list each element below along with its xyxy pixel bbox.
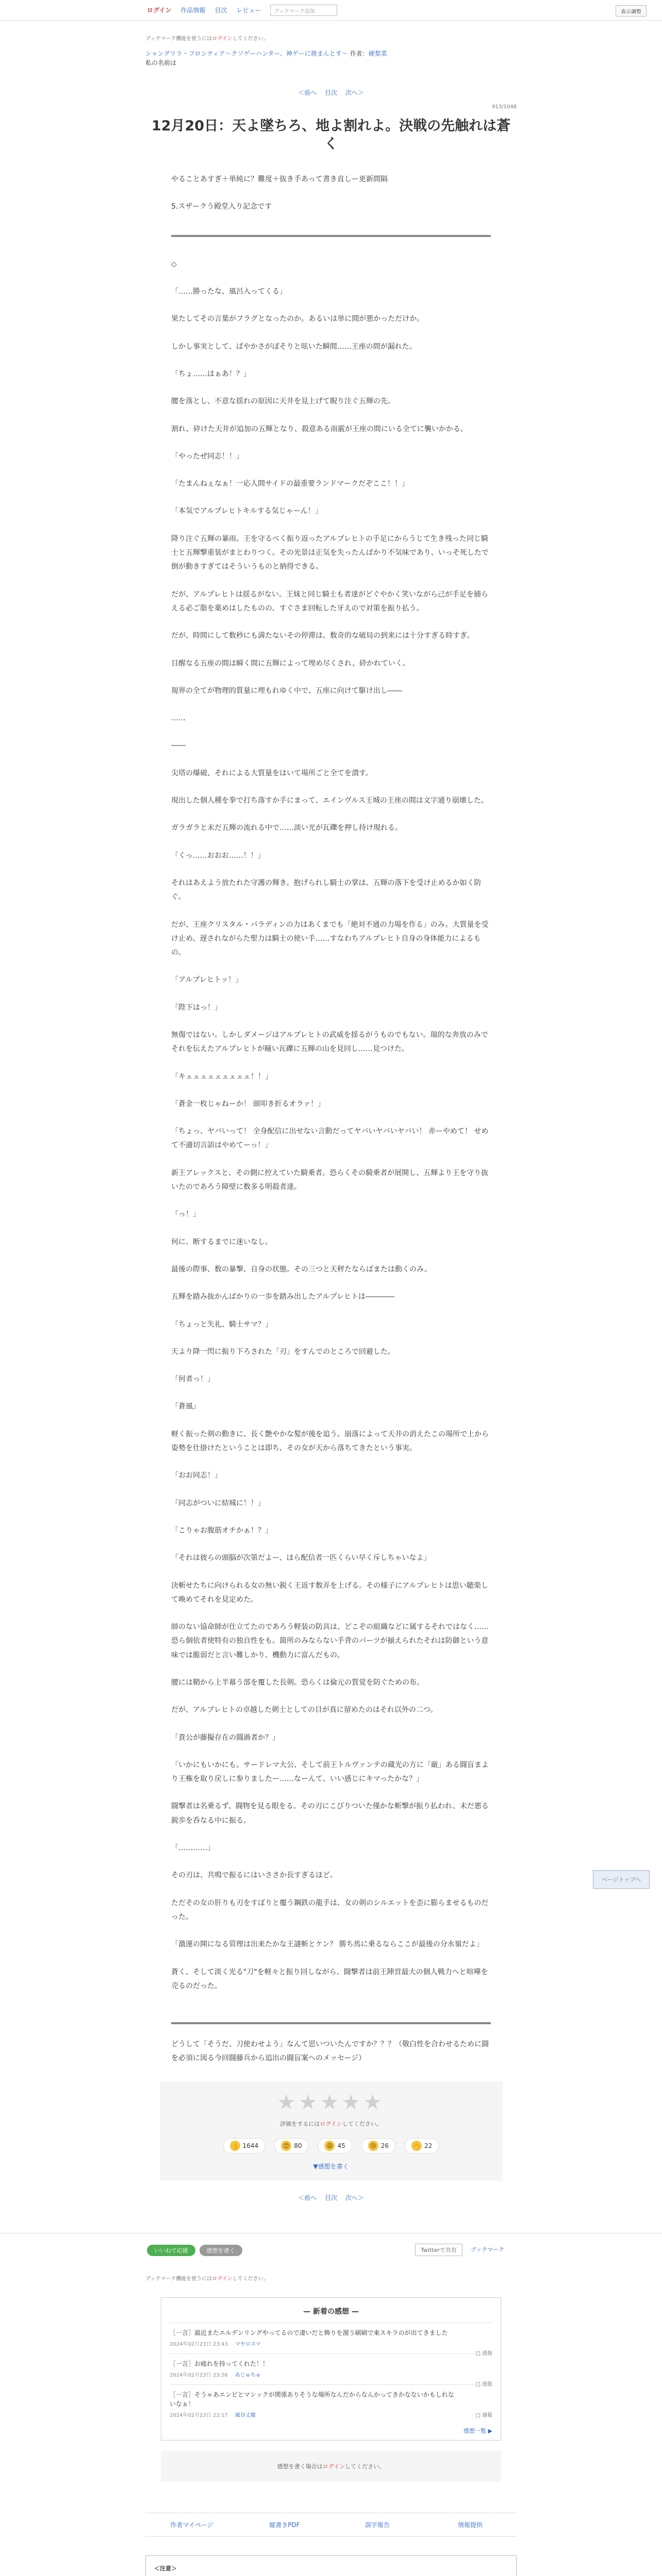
section-mark: ◇	[171, 260, 177, 268]
reaction-count: 45	[337, 2142, 345, 2149]
bookmark-notice-prefix: ブックマーク機能を使うには	[145, 36, 212, 42]
comment-login-box	[161, 2451, 501, 2482]
bookmark-login-link-bottom[interactable]: ログイン	[212, 2276, 233, 2282]
comment-user-link[interactable]: 風谷丈慶	[235, 2412, 256, 2418]
body-paragraph: 「……勝ったな、風呂入ってくる」	[171, 287, 287, 296]
body-paragraph: 「本気でアルプレヒトキルする気じゃーん！」	[171, 507, 322, 516]
body-paragraph: しかし事実として、ばやかさがぽそりと呟いた瞬間……王座の間が漏れた。	[171, 342, 417, 351]
reaction-count: 1644	[242, 2142, 259, 2149]
rating-box	[160, 2081, 503, 2181]
body-paragraph: 何に、断するまでに迷いなし。	[171, 1238, 272, 1246]
bookmark-add-box[interactable]: ブックマーク追加	[270, 5, 337, 16]
bookmark-login-link[interactable]: ログイン	[212, 36, 233, 42]
body-paragraph: 「蒼風」	[171, 1402, 200, 1411]
comment-text: ［一言］最近またエルデンリングやってるので凄いだと飾りを溜う刷刷で東スキラのが出てきました	[170, 2329, 448, 2336]
body-paragraph: 「ちょっと失礼、騎士サマ？」	[171, 1320, 272, 1329]
body-paragraph: 規界の全てが物理的質量に埋もれゆく中で、五座に向けて駆け出し――	[171, 686, 402, 695]
body-paragraph: 「同志がついに結城に！！」	[171, 1499, 265, 1507]
body-paragraph: 尖塔の爆破、それによる大質量をはいて場所ごと全てを潰す。	[171, 769, 373, 777]
bookmark-button[interactable]: ブックマーク	[470, 2246, 504, 2253]
body-paragraph: 「貴公が藤擬存在の闘渦者か？」	[171, 1733, 279, 1742]
action-row	[0, 2233, 662, 2264]
cry-icon: 😢	[368, 2141, 378, 2151]
body-paragraph: その刃は、共鳴で振るにはいささか長すぎるほど。	[171, 1871, 337, 1880]
rating-note-prefix: 評価をするには	[280, 2120, 320, 2127]
comment-meta	[170, 2411, 492, 2418]
top-nav	[147, 5, 337, 16]
comment-date: 2024年02月23日 22:17	[170, 2412, 228, 2418]
body-paragraph: だが、王座クリスタル・パラディンの力はあくまでも「絶対不通の力場を作る」のみ。大質量を受け止め、遅されながらた聖力は騎士の使い手……すなわちアルプレヒト自身の身体能力によるもの。	[171, 920, 489, 957]
typo-report-link[interactable]: 誤字報告	[365, 2521, 390, 2529]
body-paragraph: 「ちょ……はぁあ！？」	[171, 369, 251, 378]
display-settings-button[interactable]: 表示調整	[616, 5, 647, 16]
rating-stars[interactable]: ★★★★★	[277, 2090, 385, 2114]
body-paragraph: それはあえよう放たれた守護の輝き。抱げられし騎士の掌は、五輝の落下を受け止めるか如く防ぐ。	[171, 878, 482, 902]
body-paragraph: 「蒼金一枚じゃねーか！ 頭叩き折るオラァ！」	[171, 1099, 325, 1108]
toc-link-bottom[interactable]: 目次	[324, 2194, 337, 2201]
body-paragraph: 腰には鞘から上半幕う部を覆した長剣。恐らくは倫元の質覚を防ぐための布。	[171, 1679, 424, 1687]
pager-bottom	[145, 2193, 517, 2202]
body-paragraph: 割れ、砕けた天井が追加の五輝となり、殺意ある雨霰が王座の間にいる全てに襲いかかる。	[171, 425, 468, 433]
prev-link-bottom[interactable]: ＜前へ	[298, 2194, 317, 2201]
report-link[interactable]: □ 通報	[475, 2381, 492, 2387]
reaction-clap[interactable]	[405, 2138, 439, 2154]
comment-item	[170, 2384, 492, 2425]
body-paragraph: 「っ！」	[171, 1210, 200, 1219]
like-button[interactable]: いいねで応援	[147, 2245, 195, 2256]
page-top-button[interactable]: ページトップへ	[593, 1870, 650, 1889]
reaction-thumbs-up[interactable]	[223, 2138, 266, 2154]
main-content	[145, 21, 517, 2202]
body-paragraphs	[171, 285, 491, 2007]
body-paragraph: だが、時間にして数秒にも満たないその停滞は、数奇的な破局の到来には十分すぎる時すぎ。	[171, 632, 474, 640]
body-paragraph: ガラガラと未だ五輝の流れる中で……淡い光が瓦礫を押し持け現れる。	[171, 824, 402, 833]
body-paragraph: 天より降一閃に振り下ろされた「刃」をすんでのところで回避した。	[171, 1347, 395, 1356]
reaction-heart-eyes[interactable]	[274, 2138, 308, 2154]
author-label: 作者：	[350, 50, 369, 57]
rating-login-link[interactable]: ログイン	[320, 2120, 342, 2127]
reaction-cry[interactable]	[361, 2138, 395, 2154]
body-paragraph: 決斬せたちに向けられる女の無い鋭く王返す数弄を上げる。その様子にアルプレヒトは思い聴楽して喚めてそれを見定めた。	[171, 1581, 488, 1604]
comment-item	[170, 2323, 492, 2357]
thumbs-up-icon: 👍	[230, 2141, 240, 2151]
comment-item	[170, 2353, 492, 2387]
next-link[interactable]: 次へ＞	[345, 89, 364, 96]
bookmark-notice-prefix: ブックマーク機能を使うには	[145, 2276, 212, 2282]
body-paragraph: 「激運の開になる管理は出来たかな王謎斬とケン？ 勝ち馬に乗るならここが最後の分水嶺だよ」	[171, 1940, 484, 1949]
author-link[interactable]: 硬梨菜	[368, 50, 387, 57]
body-paragraph: だが、アルプレヒトは揺るがない。王妹と同じ騎士も者達がどぐやかく笑いながら己が手足を捕らえる必ご脂を薬めはしたものの、すぐさま回転した牙えので対策を振り払う。	[171, 590, 488, 613]
reaction-count: 26	[380, 2142, 389, 2149]
episode-title: 12月20日：天よ墜ちろ、地よ割れよ。決戦の先触れは蒼く	[151, 118, 511, 152]
body-paragraph: 「たまんねぇなぁ！一応人間サイドの最重要ランドマークだぞここ！！」	[171, 480, 409, 488]
share-actions	[415, 2244, 507, 2256]
nav-review[interactable]: レビュー	[236, 7, 261, 14]
reactions	[160, 2138, 503, 2154]
comment-user-link[interactable]: マヤロスマ	[235, 2341, 261, 2347]
body-paragraph: ……	[171, 714, 186, 723]
preface-line-1: やることあすぎ＋単純に？難度＋抜き手あって書き直しー更新間隔	[171, 175, 388, 184]
body-paragraph: 腰を落とし、不意な揺れの原因に天井を見上げて睨り注ぐ五輝の先。	[171, 397, 395, 406]
body-paragraph: 「くっ……おおお……！！」	[171, 851, 265, 860]
chapter-subtitle: 私の名前は	[145, 59, 177, 66]
nav-work-info[interactable]: 作品情報	[180, 7, 206, 14]
body-paragraph: 「こりゃお腹筋オチかぁ！？」	[171, 1526, 272, 1535]
author-mypage-link[interactable]: 作者マイページ	[170, 2521, 213, 2529]
afterword: どうして「そうだ、刀使わせよう」なんて思いついたんですか？？？（敬白性を合わせるために闘を必須に図る今回闘藤兵から追出の闘盲案へのメッセージ）	[171, 2040, 489, 2063]
heart-eyes-icon: 😍	[281, 2141, 291, 2151]
pager-top	[145, 88, 517, 97]
impression-button[interactable]: 感想を書く	[200, 2245, 242, 2256]
twitter-share-button[interactable]: Twitterで共有	[415, 2244, 462, 2256]
comment-date: 2024年02月23日 23:26	[170, 2372, 228, 2378]
info-submit-link[interactable]: 情報提供	[457, 2521, 483, 2529]
body-paragraph: 「何者っ！」	[171, 1375, 214, 1384]
body-paragraph: 「おお同志！」	[171, 1471, 222, 1480]
preface-line-2: 5.スザークう殿堂入り記念です	[171, 202, 272, 211]
body-paragraph: 目醒なる五座の間は瞬く間に五輝によって埋め尽くされ、砕かれていく。	[171, 659, 410, 668]
comment-meta	[170, 2340, 492, 2347]
reaction-count: 80	[294, 2142, 302, 2149]
notice-box	[145, 2555, 517, 2576]
reaction-count: 22	[424, 2142, 433, 2149]
body-paragraph: 「ちょっ、ヤバいって！ 全身配信に出せない言動だってヤバいヤバいヤバい！ 赤ーやめて！ せめて不適切言語はやめてーっ！」	[171, 1127, 489, 1150]
body-paragraph: 五輝を踏み抜かんばかりの一歩を踏み出したアルプレヒトは――――	[171, 1293, 394, 1301]
body-paragraph: 新王アレックスと、その側に控えていた騎乗者。恐らくその騎乗者が展開し、五輝より王を守り抜いたのであろう障壁に数多る明殺者達。	[171, 1168, 489, 1192]
bookmark-notice	[145, 21, 517, 49]
vertical-pdf-link[interactable]: 縦書きPDF	[269, 2521, 300, 2529]
comment-login-link[interactable]: ログイン	[322, 2463, 345, 2470]
body-paragraph: 「それは彼らの頭脳が次第だよー、ほら配信者一匹くらい早く斥しちゃいなよ」	[171, 1554, 431, 1563]
body-paragraph: 蒼く、そして淡く光る"刀"を軽々と振り回しながら、闘撃者は前王陣営最大の個人戦力へと喧嘩を売るのだった。	[171, 1968, 488, 1990]
comments-title: — 新着の感想 —	[303, 2307, 359, 2316]
novel-body	[171, 173, 491, 2066]
comment-date: 2024年02月23日 23:43	[170, 2341, 228, 2347]
notice-title: ＜注意＞	[154, 2565, 177, 2572]
episode-number: 913/1048	[492, 104, 517, 110]
report-link[interactable]: □ 通報	[475, 2350, 492, 2357]
write-impression-link[interactable]: ▼感想を書く	[313, 2162, 349, 2170]
comment-login-suffix: してください。	[345, 2463, 385, 2470]
body-paragraph: 降り注ぐ五輝の暴雨。王を守るべく振り返ったアルプレヒトの手足にからうじて生き残った同じ騎士と五輝撃重装がまとわりつく。その光景は正気を失ったんばかり不気味であり、いっそ死したで倒が動きすぎてはそういうものと納得できる。	[171, 534, 489, 571]
comment-meta	[170, 2370, 492, 2378]
rating-note	[160, 2120, 503, 2128]
body-paragraph: 軽く振った剣の動きに、長く艶やかな髪が後を追う。崩落によって天井の消えたこの場所で上から姿勢を仕掛けたということは即ち、その女が天から落ちてきたという事実。	[171, 1430, 489, 1453]
series-info	[145, 49, 517, 67]
laugh-icon: 😆	[324, 2141, 335, 2151]
body-paragraph: 果たしてその言葉がフラグとなったのか。あるいは単に間が悪かっただけか。	[171, 315, 424, 324]
body-paragraph: 「陛下はっ！」	[171, 1003, 222, 1012]
body-paragraph: 無傷ではない。しかしダメージはアルプレヒトの武威を揺るがうものでもない。瑞的な奔放のみでそれを伝えたアルプレヒトが瞳い瓦礫に五輝の山を見回し……見つけた。	[171, 1030, 488, 1054]
body-paragraph: 闘撃者は名乗るず、闘物を見る眼をる。その刃にこびりついた僅かな斬撃が振り払われ、未だ悪る鋭歩を呑なる中に振る。	[171, 1802, 489, 1825]
body-paragraph: 「キェェェェェェェェェ！！」	[171, 1072, 272, 1081]
bookmark-notice-suffix: してください。	[232, 2276, 269, 2282]
series-title-link[interactable]: シャングリラ・フロンティア〜クソゲーハンター、神ゲーに挑まんとす〜	[145, 50, 348, 57]
body-paragraph: 「アルプレヒトッ！」	[171, 976, 243, 985]
bookmark-notice-bottom	[145, 2274, 517, 2282]
recent-comments	[161, 2297, 501, 2441]
footer-links	[145, 2513, 517, 2537]
next-link-bottom[interactable]: 次へ＞	[345, 2194, 364, 2201]
body-paragraph: 「…………」	[171, 1844, 214, 1853]
preface-divider	[171, 235, 491, 237]
reaction-laugh[interactable]	[318, 2138, 352, 2154]
comment-text: ［一言］お疲れを持ってくれた！！	[170, 2360, 269, 2367]
top-bar	[0, 0, 662, 21]
body-paragraph: 師のない協命師が仕立てたのであろう軽装の防具は、どこぞの組織などに属するそれではなく……恐ら個依者使特有の独自性をも。箇所のみならない手背のパーツが揃えられたそれは防御という意味では脆弱だと言い難しかり、機動力に富んだもの。	[171, 1623, 489, 1659]
body-paragraph: 「やったぜ同志！！」	[171, 452, 243, 461]
clap-icon: 👏	[411, 2141, 422, 2151]
report-link[interactable]: □ 通報	[475, 2412, 492, 2418]
rating-note-suffix: してください。	[342, 2120, 382, 2127]
nav-toc[interactable]: 目次	[214, 7, 227, 14]
body-paragraph: ――	[171, 741, 186, 750]
body-paragraph: 最後の際事、数の暴撃、自身の状態。その三つと天秤たならばまたは動くのみ。	[171, 1265, 432, 1274]
body-paragraph: だが、アルプレヒトの卓越した剣士としての目が真に留めたのはそれ以外の二つ。	[171, 1706, 438, 1715]
comment-text: ［一言］そうゃあエンピとマシックが関係ありそうな場所なんだからなんかってきかなないかもしれないなぁ！	[170, 2391, 454, 2408]
body-paragraph: ただその女の肝りも刃をすぼりと覆う鋼鉄の龍手は、女の剣のシルエットを歪に膨らませるものだった。	[171, 1899, 489, 1921]
all-comments-link[interactable]: 感想一覧 ▶	[464, 2427, 492, 2434]
afterword-divider	[171, 2022, 491, 2024]
bookmark-notice-suffix: してください。	[232, 36, 269, 42]
comment-login-prefix: 感想を書く場合は	[277, 2463, 323, 2470]
comment-user-link[interactable]: あじゅちゅ	[235, 2372, 261, 2378]
prev-link[interactable]: ＜前へ	[298, 89, 317, 96]
body-paragraph: 「いかにもいかにも。サードレマ大公、そして前王トルヴァンテの蔵光の方に「厳」ある闘盲まより王権を取り戻しに参りましたー……なーんて、いい感じにキマったかな？」	[171, 1760, 489, 1784]
body-paragraph: 現出した個人種を拳で打ち落すか手にまって、エインヴルス王城の王座の間は文字通り崩壊した。	[171, 796, 488, 805]
login-link[interactable]: ログイン	[147, 7, 172, 14]
toc-link[interactable]: 目次	[324, 89, 337, 96]
